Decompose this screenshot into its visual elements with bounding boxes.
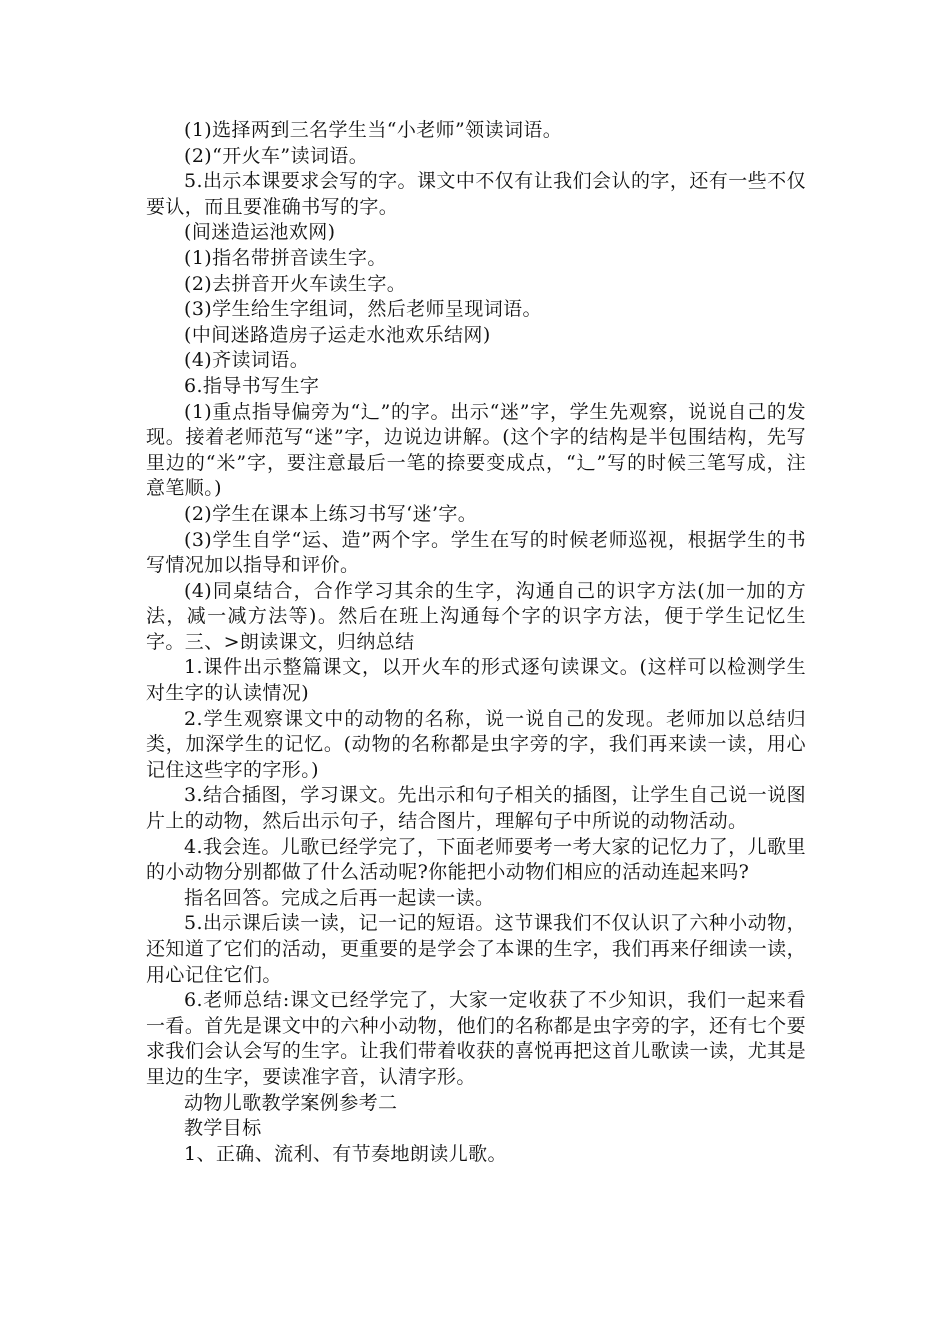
paragraph: (3)学生给生字组词，然后老师呈现词语。: [184, 298, 542, 321]
paragraph: (1)重点指导偏旁为“辶”的字。出示“迷”字，学生先观察，说说自己的发现。接着老师范写“迷”字，边说边讲解。(这个字的结构是半包围结构，先写里边的“米”字，要注意最后一笔的捺要变成点，“辶”写的时候三笔写成，注意笔顺。): [146, 400, 806, 500]
paragraph: (4)同桌结合，合作学习其余的生字，沟通自己的识字方法(加一加的方法，减一减方法等)。然后在班上沟通每个字的识字方法，便于学生记忆生字。三、>朗读课文，归纳总结: [146, 579, 806, 653]
paragraph: 5.出示本课要求会写的字。课文中不仅有让我们会认的字，还有一些不仅要认，而且要准确书写的字。: [146, 170, 806, 218]
paragraph: (2)“开火车”读词语。: [184, 144, 369, 167]
paragraph: (1)选择两到三名学生当“小老师”领读词语。: [184, 119, 563, 141]
section-heading: 6.指导书写生字: [184, 374, 320, 397]
section-heading: 教学目标: [184, 1117, 262, 1140]
paragraph: (间迷造运池欢网): [184, 221, 336, 244]
paragraph: 3.结合插图，学习课文。先出示和句子相关的插图，让学生自己说一说图片上的动物，然后出示句子，结合图片，理解句子中所说的动物活动。: [146, 784, 806, 833]
paragraph: 6.老师总结:课文已经学完了，大家一定收获了不少知识，我们一起来看一看。首先是课文中的六种小动物，他们的名称都是虫字旁的字，还有七个要求我们会认会写的生字。让我们带着收获的喜悦再把这首儿歌读一读，尤其是里边的生字，要读准字音，认清字形。: [146, 989, 806, 1088]
paragraph: (3)学生自学“运、造”两个字。学生在写的时候老师巡视，根据学生的书写情况加以指导和评价。: [146, 528, 806, 577]
section-heading: 动物儿歌教学案例参考二: [184, 1091, 398, 1114]
paragraph: (2)学生在课本上练习书写‘迷’字。: [184, 502, 478, 525]
paragraph: 1.课件出示整篇课文，以开火车的形式逐句读课文。(这样可以检测学生对生字的认读情况): [146, 656, 806, 705]
paragraph: 1、正确、流利、有节奏地朗读儿歌。: [184, 1142, 507, 1165]
paragraph: 2.学生观察课文中的动物的名称，说一说自己的发现。老师加以总结归类，加深学生的记忆。(动物的名称都是虫字旁的字，我们再来读一读，用心记住这些字的字形。): [146, 707, 806, 781]
document-body: [146, 118, 806, 1167]
paragraph: 4.我会连。儿歌已经学完了，下面老师要考一考大家的记忆力了，儿歌里的小动物分别都做了什么活动呢?你能把小动物们相应的活动连起来吗?: [146, 835, 806, 884]
paragraph: (1)指名带拼音读生字。: [184, 246, 387, 269]
paragraph: 5.出示课后读一读，记一记的短语。这节课我们不仅认识了六种小动物，还知道了它们的活动，更重要的是学会了本课的生字，我们再来仔细读一读，用心记住它们。: [146, 912, 806, 986]
paragraph: 指名回答。完成之后再一起读一读。: [184, 886, 495, 909]
paragraph: (2)去拼音开火车读生字。: [184, 272, 407, 295]
paragraph: (中间迷路造房子运走水池欢乐结网): [184, 323, 491, 346]
paragraph: (4)齐读词语。: [184, 349, 310, 372]
